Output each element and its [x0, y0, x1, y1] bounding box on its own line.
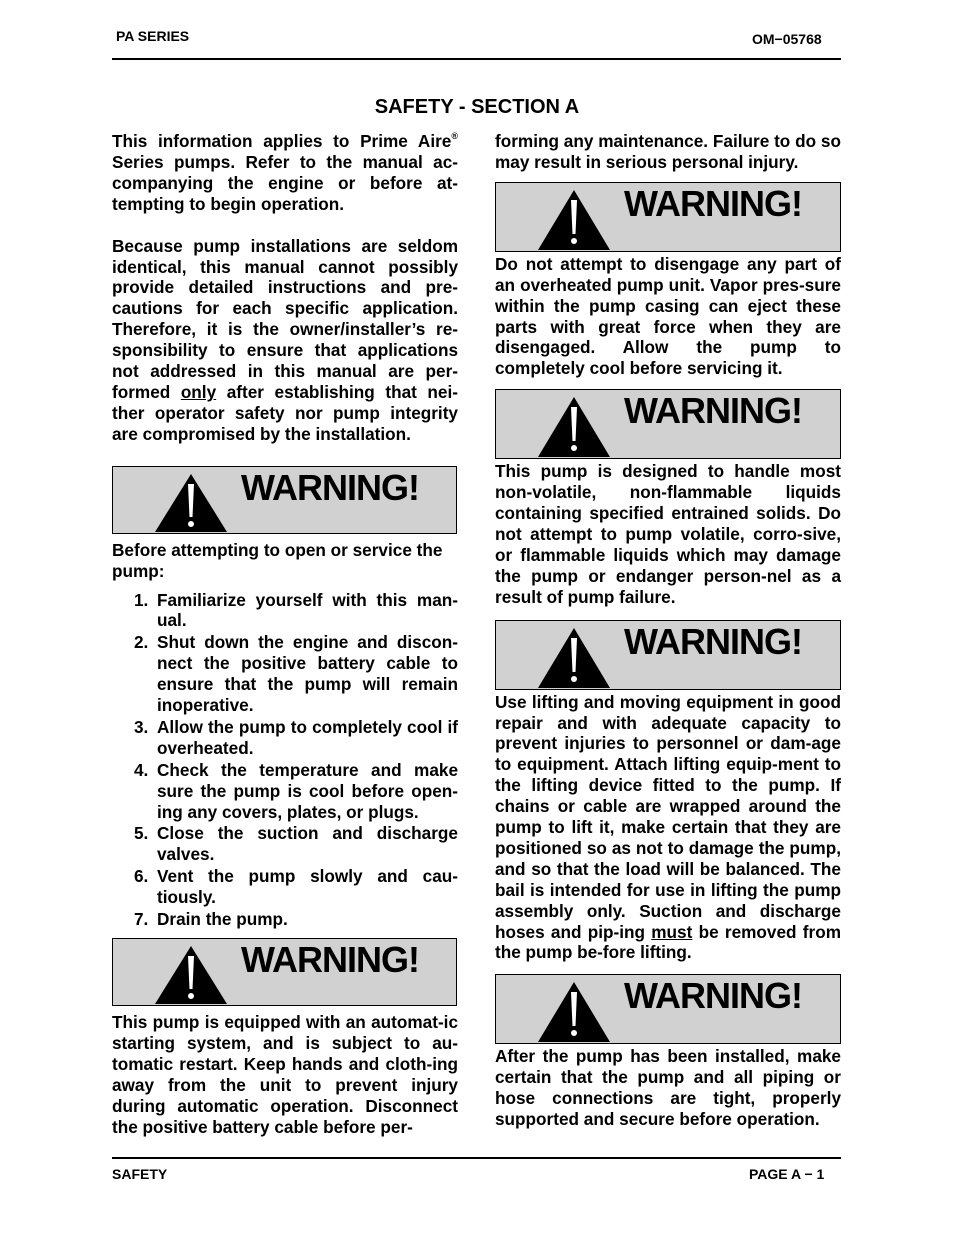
list-item: 4. Check the temperature and make sure the pump is cool before open-ing any covers, plates, or plugs.	[134, 759, 458, 822]
warning-triangle-icon	[536, 188, 612, 250]
warning-box	[495, 974, 841, 1044]
warning-label: WARNING!	[624, 390, 802, 432]
warning-box	[112, 938, 457, 1006]
list-item: 5. Close the suction and discharge valves.	[134, 823, 458, 865]
header-doc-number: OM−05768	[752, 31, 822, 47]
auto-start-warning-text: This pump is equipped with an automat-ic starting system, and is subject to au-tomatic restart. Keep hands and cloth-ing away from the unit to prevent injury during automatic operation. Disconnect the positive battery cable before per-	[112, 1012, 458, 1137]
list-item: 3. Allow the pump to completely cool if overheated.	[134, 716, 458, 758]
warning-triangle-icon	[536, 626, 612, 688]
overheat-warning-text: Do not attempt to disengage any part of an overheated pump unit. Vapor pres-sure within the pump casing can eject these parts with great force when they are disengaged. Allow the pump to completely cool before servicing it.	[495, 253, 841, 379]
warning-box	[495, 182, 841, 252]
service-steps	[112, 590, 458, 931]
header-series: PA SERIES	[116, 28, 190, 44]
page-title: SAFETY - SECTION A	[374, 96, 580, 118]
installation-paragraph: Because pump installations are seldom identical, this manual cannot possibly provide detailed instructions and pre-cautions for each specific application. Therefore, it is the owner/installer’s re-sponsibility to ensure that applications not addressed in this manual are per-formed only after establishing that nei-ther operator safety nor pump integrity are compromised by the installation.	[112, 235, 458, 444]
warning-box	[495, 389, 841, 459]
warning-label: WARNING!	[241, 466, 419, 508]
left-column	[112, 131, 458, 1137]
warning-triangle-icon	[536, 980, 612, 1042]
continued-text: forming any maintenance. Failure to do so may result in serious personal injury.	[495, 131, 841, 172]
list-item: 2. Shut down the engine and discon-nect the positive battery cable to ensure that the pump will remain inoperative.	[134, 632, 458, 716]
liquids-warning-text: This pump is designed to handle most non-volatile, non-flammable liquids containing specified entrained solids. Do not attempt to pump volatile, corro-sive, or flammable liquids which may damage the pump or endanger person-nel as a result of pump failure.	[495, 461, 841, 607]
list-item: 6. Vent the pump slowly and cau-tiously.	[134, 866, 458, 908]
header-rule	[112, 58, 841, 60]
warning-box	[495, 620, 841, 690]
footer-section: SAFETY	[112, 1166, 168, 1182]
list-item: 1. Familiarize yourself with this man-ual.	[134, 589, 458, 631]
warning-box	[112, 466, 457, 534]
service-lead: Before attempting to open or service the pump:	[112, 539, 443, 581]
warning-label: WARNING!	[241, 939, 419, 980]
right-column	[495, 131, 841, 1130]
warning-label: WARNING!	[624, 182, 802, 224]
page-number: PAGE A − 1	[749, 1166, 825, 1182]
footer-rule	[112, 1157, 841, 1159]
warning-label: WARNING!	[624, 620, 802, 662]
warning-triangle-icon	[153, 472, 229, 532]
lifting-warning-text: Use lifting and moving equipment in good repair and with adequate capacity to prevent injuries to personnel or dam-age to equipment. Attach lifting equip-ment to the lifting device fitted to the pump. If chains or cable are wrapped around the pump to lift it, make certain that they are positioned so as not to damage the pump, and so that the load will be balanced. The bail is intended for use in lifting the pump assembly only. Suction and discharge hoses and pip-ing must be removed from the pump be-fore lifting.	[495, 691, 841, 963]
intro-paragraph: This information applies to Prime Aire® Series pumps. Refer to the manual ac-companying the engine or before at-tempting to begin operation.	[112, 131, 458, 214]
list-item: 7. Drain the pump.	[134, 909, 288, 930]
warning-label: WARNING!	[624, 975, 802, 1017]
installation-check-warning-text: After the pump has been installed, make certain that the pump and all piping or hose connections are tight, properly supported and secure before operation.	[495, 1046, 841, 1130]
warning-triangle-icon	[153, 944, 229, 1004]
warning-triangle-icon	[536, 395, 612, 457]
